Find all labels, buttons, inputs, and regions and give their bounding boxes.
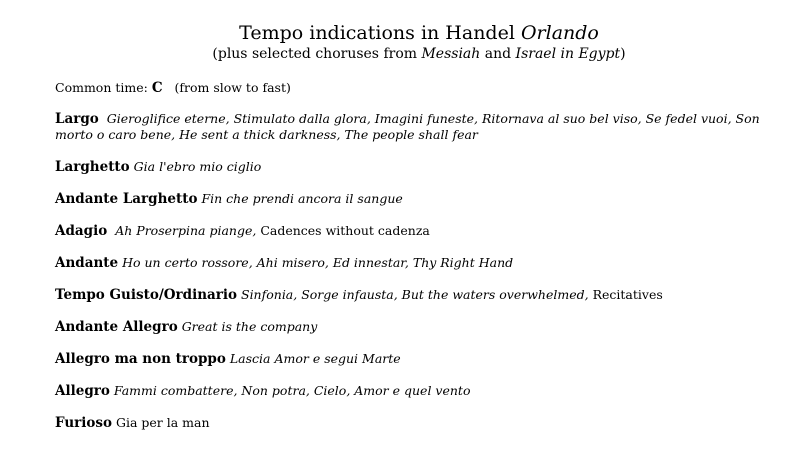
tempo-works: Gia l'ebro mio ciglio [133,159,262,174]
tempo-entry [55,159,790,175]
subtitle-work-messiah: Messiah [421,46,481,62]
tempo-extra: Gia per la man [116,415,210,430]
tempo-label: Tempo Guisto/Ordinario [55,287,238,303]
tempo-extra: Cadences without cadenza [256,223,430,238]
tempo-label: Larghetto [55,159,130,175]
page-subtitle [0,45,800,63]
subtitle-part: ) [620,46,626,62]
common-time-line [55,80,291,96]
tempo-entry [55,383,790,399]
tempo-entry [55,191,790,207]
tempo-entry [55,319,790,335]
subtitle-part: (plus selected choruses from [212,46,422,62]
common-time-symbol: C [151,80,163,96]
tempo-label: Andante [55,255,119,271]
common-time-label: Common time: [55,80,152,95]
tempo-works: Ah Proserpina piange, [115,223,257,238]
tempo-label: Andante Larghetto [55,191,198,207]
tempo-works: Ho un certo rossore, Ahi misero, Ed innestar, Thy Right Hand [122,255,514,270]
tempo-label: Allegro ma non troppo [55,351,226,367]
tempo-works: Fammi combattere, Non potra, Cielo, Amor e quel vento [113,383,471,398]
common-time-note: (from slow to fast) [174,80,291,95]
tempo-works: Fin che prendi ancora il sangue [201,191,403,206]
tempo-label: Allegro [55,383,110,399]
tempo-entry [55,111,790,143]
tempo-label: Furioso [55,415,113,431]
subtitle-work-israel: Israel in Egypt [515,46,621,62]
tempo-label: Largo [55,111,99,127]
tempo-label: Adagio [55,223,108,239]
tempo-entry [55,255,790,271]
tempo-list [55,111,790,447]
tempo-entry [55,287,790,303]
tempo-label: Andante Allegro [55,319,178,335]
page-title [0,21,800,45]
tempo-works: Lascia Amor e segui Marte [229,351,401,366]
title-opera: Orlando [520,22,599,44]
title-text: Tempo indications in Handel [239,22,521,44]
tempo-works: Gieroglifice eterne, Stimulato dalla glora, Imagini funeste, Ritornava al suo bel viso, Se fedel vuoi, Son morto o caro bene, He sent a thick darkness, The people shall fear [55,111,760,142]
subtitle-part: and [480,46,516,62]
tempo-works: Sinfonia, Sorge infausta, But the waters overwhelmed, [241,287,589,302]
tempo-entry [55,223,790,239]
tempo-entry [55,415,790,431]
tempo-works: Great is the company [181,319,318,334]
tempo-extra: Recitatives [588,287,663,302]
tempo-entry [55,351,790,367]
